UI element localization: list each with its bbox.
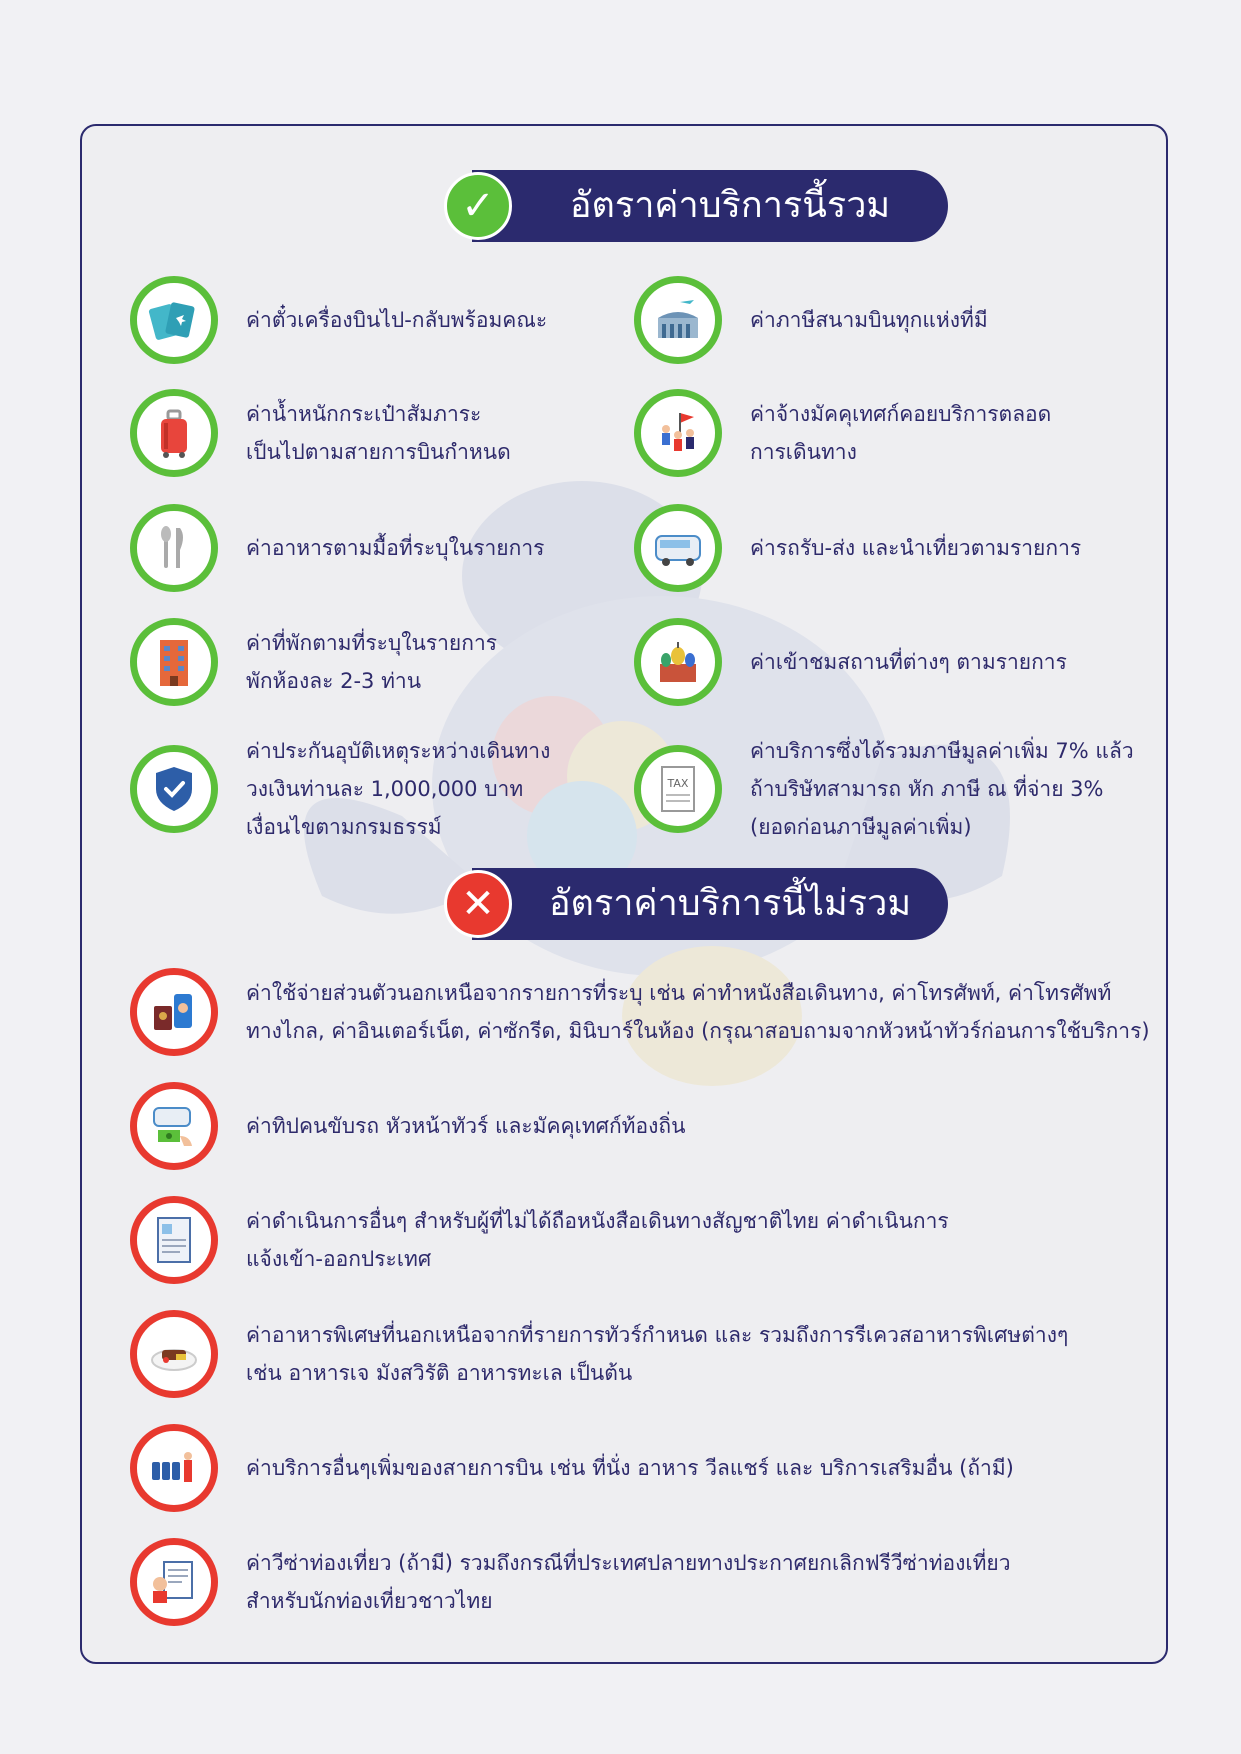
document-form-icon — [130, 1196, 218, 1284]
excluded-banner — [461, 868, 948, 940]
included-text: ค่ารถรับ-ส่ง และนำเที่ยวตามรายการ — [750, 536, 1082, 560]
airline-seat-icon — [130, 1424, 218, 1512]
excluded-text: ค่าใช้จ่ายส่วนตัวนอกเหนือจากรายการที่ระบุ เช่น ค่าทำหนังสือเดินทาง, ค่าโทรศัพท์, ค่าโทรศัพท์ ทางไกล, ค่าอินเตอร์เน็ต, ค่าซักรีด, มินิบาร์ในห้อง (กรุณาสอบถามจากหัวหน้าทัวร์ก่อนการใช้บริการ) — [246, 981, 1150, 1043]
excluded-item-processing — [130, 1196, 949, 1284]
excluded-text: ค่าบริการอื่นๆเพิ่มของสายการบิน เช่น ที่นั่ง อาหาร วีลแชร์ และ บริการเสริมอื่น (ถ้ามี) — [246, 1456, 1014, 1480]
included-text: ค่าที่พักตามที่ระบุในรายการ พักห้องละ 2-3 ท่าน — [246, 631, 498, 693]
visa-icon — [130, 1538, 218, 1626]
included-text: ค่าจ้างมัคคุเทศก์คอยบริการตลอด การเดินทาง — [750, 402, 1052, 464]
included-item-vat — [634, 732, 1134, 846]
excluded-item-tips — [130, 1082, 685, 1170]
included-item-luggage — [130, 389, 511, 477]
included-text: ค่าประกันอุบัติเหตุระหว่างเดินทาง วงเงินท่านละ 1,000,000 บาท เงื่อนไขตามกรมธรรม์ — [246, 739, 551, 839]
included-text: ค่าอาหารตามมื้อที่ระบุในรายการ — [246, 536, 545, 560]
excluded-text: ค่าวีซ่าท่องเที่ยว (ถ้ามี) รวมถึงกรณีที่ประเทศปลายทางประกาศยกเลิกฟรีวีซ่าท่องเที่ยว สำหรับนักท่องเที่ยวชาวไทย — [246, 1551, 1011, 1613]
passport-phone-icon — [130, 968, 218, 1056]
cross-icon: ✕ — [444, 870, 512, 938]
ticket-icon — [130, 276, 218, 364]
luggage-icon — [130, 389, 218, 477]
landmark-icon — [634, 618, 722, 706]
excluded-text: ค่าทิปคนขับรถ หัวหน้าทัวร์ และมัคคุเทศก์ท้องถิ่น — [246, 1114, 686, 1138]
excluded-text: ค่าอาหารพิเศษที่นอกเหนือจากที่รายการทัวร์กำหนด และ รวมถึงการรีเควสอาหารพิเศษต่างๆ เช่น อาหารเจ มังสวิรัติ อาหารทะเล เป็นต้น — [246, 1323, 1069, 1385]
tip-money-icon — [130, 1082, 218, 1170]
conditions-card — [80, 124, 1168, 1664]
excluded-item-personal — [130, 968, 1150, 1056]
included-text: ค่าเข้าชมสถานที่ต่างๆ ตามรายการ — [750, 650, 1067, 674]
airport-icon — [634, 276, 722, 364]
included-item-airport-tax — [634, 276, 988, 364]
included-item-insurance — [130, 732, 550, 846]
excluded-item-special-meal — [130, 1310, 1068, 1398]
included-text: ค่าน้ำหนักกระเป๋าสัมภาระ เป็นไปตามสายการบินกำหนด — [246, 402, 511, 464]
included-item-hotel — [130, 618, 497, 706]
included-item-meals — [130, 504, 544, 592]
excluded-item-airline-extras — [130, 1424, 1014, 1512]
tax-document-icon — [634, 745, 722, 833]
included-text: ค่าภาษีสนามบินทุกแห่งที่มี — [750, 308, 988, 332]
included-item-flight — [130, 276, 547, 364]
check-icon: ✓ — [444, 172, 512, 240]
included-item-transport — [634, 504, 1081, 592]
bus-icon — [634, 504, 722, 592]
tour-guide-icon — [634, 389, 722, 477]
excluded-text: ค่าดำเนินการอื่นๆ สำหรับผู้ที่ไม่ได้ถือหนังสือเดินทางสัญชาติไทย ค่าดำเนินการ แจ้งเข้า-ออกประเทศ — [246, 1209, 949, 1271]
included-text: ค่าตั๋วเครื่องบินไป-กลับพร้อมคณะ — [246, 308, 548, 332]
special-meal-icon — [130, 1310, 218, 1398]
excluded-title: อัตราค่าบริการนี้ไม่รวม — [548, 883, 912, 924]
cutlery-icon — [130, 504, 218, 592]
included-item-guide — [634, 389, 1051, 477]
tax-icon-label: TAX — [667, 777, 689, 790]
excluded-item-visa — [130, 1538, 1011, 1626]
hotel-icon — [130, 618, 218, 706]
included-banner — [461, 170, 948, 242]
included-text: ค่าบริการซึ่งได้รวมภาษีมูลค่าเพิ่ม 7% แล้ว ถ้าบริษัทสามารถ หัก ภาษี ณ ที่จ่าย 3% (ยอดก่อนภาษีมูลค่าเพิ่ม) — [750, 739, 1134, 839]
included-title: อัตราค่าบริการนี้รวม — [569, 185, 891, 226]
included-item-admission — [634, 618, 1067, 706]
insurance-shield-icon — [130, 745, 218, 833]
